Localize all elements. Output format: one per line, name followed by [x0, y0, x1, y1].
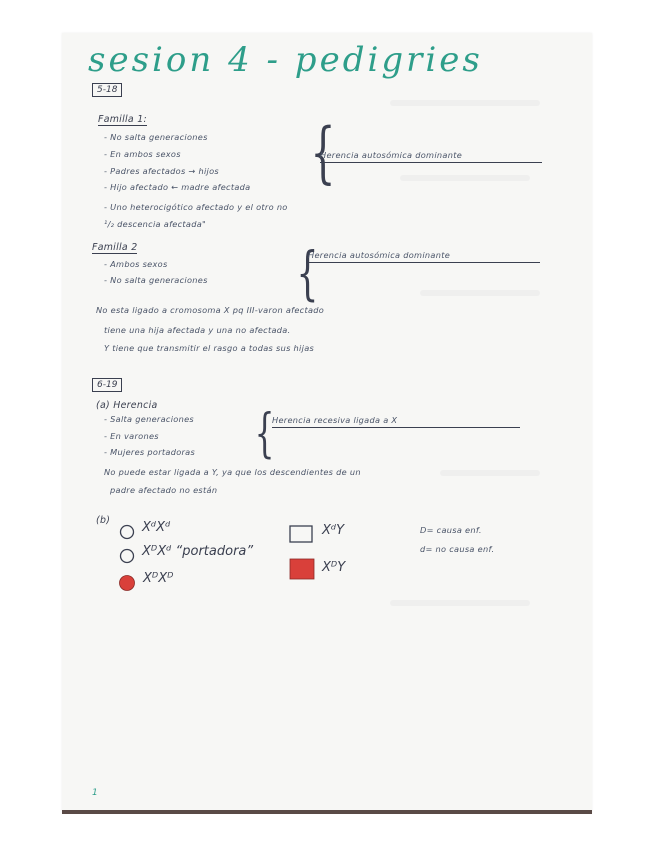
- underline: [308, 262, 540, 263]
- bleed-through: [390, 100, 540, 106]
- page-title: sesion 4 - pedigries: [88, 40, 483, 80]
- familia1-conclusion: Herencia autosómica dominante: [320, 150, 463, 160]
- legend-text: D= causa enf.: [420, 525, 482, 535]
- bleed-through: [420, 290, 540, 296]
- familia1-heading: Familla 1:: [98, 114, 147, 125]
- familia1-item: - No salta generaciones: [104, 132, 208, 142]
- page-bottom-edge: [62, 810, 592, 814]
- familia2-item: - No salta generaciones: [104, 275, 208, 285]
- underline: [272, 427, 520, 428]
- brace: {: [254, 404, 275, 464]
- brace: {: [310, 114, 336, 191]
- familia2-note: Y tiene que transmitir el rasgo a todas sus hijas: [104, 343, 315, 353]
- familia1-item: - En ambos sexos: [104, 149, 181, 159]
- familia1-extra: ¹/₂ descencia afectada": [104, 219, 207, 229]
- part-b-label: (b): [96, 515, 111, 526]
- genotype-label: XᵈY: [322, 523, 345, 538]
- part-a-note: No puede estar ligada a Y, ya que los descendientes de un: [104, 467, 361, 477]
- female-unaffected-symbol: [119, 524, 135, 540]
- genotype-label: XᵈXᵈ: [142, 520, 171, 535]
- female-carrier-symbol: [119, 548, 135, 564]
- exercise-box-label: 5-18: [92, 83, 122, 97]
- bleed-through: [400, 175, 530, 181]
- part-a-conclusion: Herencia recesiva ligada a X: [272, 415, 398, 425]
- familia2-note: tiene una hija afectada y una no afectada.: [104, 325, 291, 335]
- part-a-item: - En varones: [104, 431, 159, 441]
- familia2-conclusion: Herencia autosómica dominante: [308, 250, 451, 260]
- male-affected-symbol: [289, 558, 315, 580]
- familia2-heading: Familla 2: [92, 242, 138, 253]
- male-unaffected-symbol: [289, 525, 313, 543]
- legend-text: d= no causa enf.: [420, 544, 495, 554]
- underline: [320, 162, 542, 163]
- bleed-through: [390, 600, 530, 606]
- familia2-note: No esta ligado a cromosoma X pq III-varon afectado: [96, 305, 325, 315]
- bleed-through: [440, 470, 540, 476]
- page-number: 1: [92, 788, 99, 798]
- part-a-item: - Mujeres portadoras: [104, 447, 196, 457]
- part-a-heading: (a) Herencia: [96, 400, 158, 411]
- genotype-label: XᴰY: [322, 560, 346, 575]
- part-a-note: padre afectado no están: [110, 485, 218, 495]
- exercise-box-label: 6-19: [92, 378, 122, 392]
- familia2-item: - Ambos sexos: [104, 259, 168, 269]
- familia1-item: - Padres afectados → hijos: [104, 166, 219, 176]
- female-affected-symbol: [118, 574, 136, 592]
- genotype-label: XᴰXᴰ: [143, 571, 174, 586]
- brace: {: [296, 239, 319, 307]
- part-a-item: - Salta generaciones: [104, 414, 194, 424]
- familia1-item: - Hijo afectado ← madre afectada: [104, 182, 251, 192]
- genotype-label: XᴰXᵈ “portadora”: [142, 544, 254, 559]
- familia1-extra: - Uno heterocigótico afectado y el otro no: [104, 202, 288, 212]
